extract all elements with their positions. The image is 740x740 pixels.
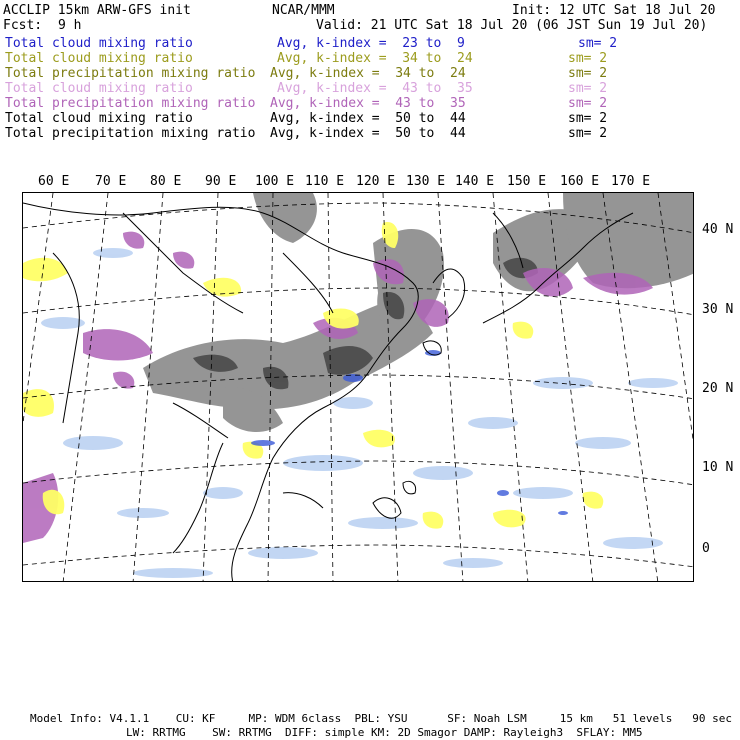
legend-sm-3: sm= 2 <box>568 81 608 96</box>
legend-sm-0: sm= 2 <box>578 36 618 51</box>
legend-avg-0: Avg, k-index = 23 to 9 <box>277 36 465 51</box>
legend-sm-1: sm= 2 <box>568 51 608 66</box>
legend-avg-3: Avg, k-index = 43 to 35 <box>277 81 473 96</box>
longitude-label: 60 E <box>38 174 70 189</box>
longitude-label: 130 E <box>406 174 446 189</box>
map-panel <box>22 192 694 582</box>
longitude-label: 70 E <box>95 174 127 189</box>
init-time: Init: 12 UTC Sat 18 Jul 20 <box>512 3 716 18</box>
longitude-label: 150 E <box>507 174 547 189</box>
latitude-label: 10 N <box>702 460 734 475</box>
legend-name-3: Total cloud mixing ratio <box>5 81 193 96</box>
legend-sm-2: sm= 2 <box>568 66 608 81</box>
legend-avg-1: Avg, k-index = 34 to 24 <box>277 51 473 66</box>
forecast-label: Fcst: <box>3 18 43 33</box>
legend-avg-5: Avg, k-index = 50 to 44 <box>270 111 466 126</box>
latitude-label: 40 N <box>702 222 734 237</box>
legend-sm-4: sm= 2 <box>568 96 608 111</box>
longitude-label: 140 E <box>455 174 495 189</box>
longitude-label: 170 E <box>611 174 651 189</box>
longitude-label: 90 E <box>205 174 237 189</box>
longitude-label: 120 E <box>356 174 396 189</box>
legend-name-5: Total cloud mixing ratio <box>5 111 193 126</box>
longitude-label: 110 E <box>305 174 345 189</box>
legend-name-6: Total precipitation mixing ratio <box>5 126 256 141</box>
valid-time: Valid: 21 UTC Sat 18 Jul 20 (06 JST Sun 19 Jul 20) <box>316 18 708 33</box>
legend-name-4: Total precipitation mixing ratio <box>5 96 256 111</box>
latitude-label: 20 N <box>702 381 734 396</box>
model-info-line2: LW: RRTMG SW: RRTMG DIFF: simple KM: 2D Smagor DAMP: Rayleigh3 SFLAY: MM5 <box>126 726 643 739</box>
longitude-label: 100 E <box>255 174 295 189</box>
map-graphic <box>23 193 694 582</box>
legend-name-2: Total precipitation mixing ratio <box>5 66 256 81</box>
legend-name-0: Total cloud mixing ratio <box>5 36 193 51</box>
longitude-label: 80 E <box>150 174 182 189</box>
latitude-label: 0 <box>702 541 710 556</box>
legend-sm-5: sm= 2 <box>568 111 608 126</box>
legend-name-1: Total cloud mixing ratio <box>5 51 193 66</box>
longitude-label: 160 E <box>560 174 600 189</box>
legend-sm-6: sm= 2 <box>568 126 608 141</box>
latitude-label: 30 N <box>702 302 734 317</box>
forecast-hours: 9 h <box>58 18 82 33</box>
model-info-line1: Model Info: V4.1.1 CU: KF MP: WDM 6class PBL: YSU SF: Noah LSM 15 km 51 levels 90 sec <box>30 712 732 725</box>
legend-avg-6: Avg, k-index = 50 to 44 <box>270 126 466 141</box>
org-label: NCAR/MMM <box>272 3 335 18</box>
model-title: ACCLIP 15km ARW-GFS init <box>3 3 191 18</box>
legend-avg-4: Avg, k-index = 43 to 35 <box>270 96 466 111</box>
legend-avg-2: Avg, k-index = 34 to 24 <box>270 66 466 81</box>
